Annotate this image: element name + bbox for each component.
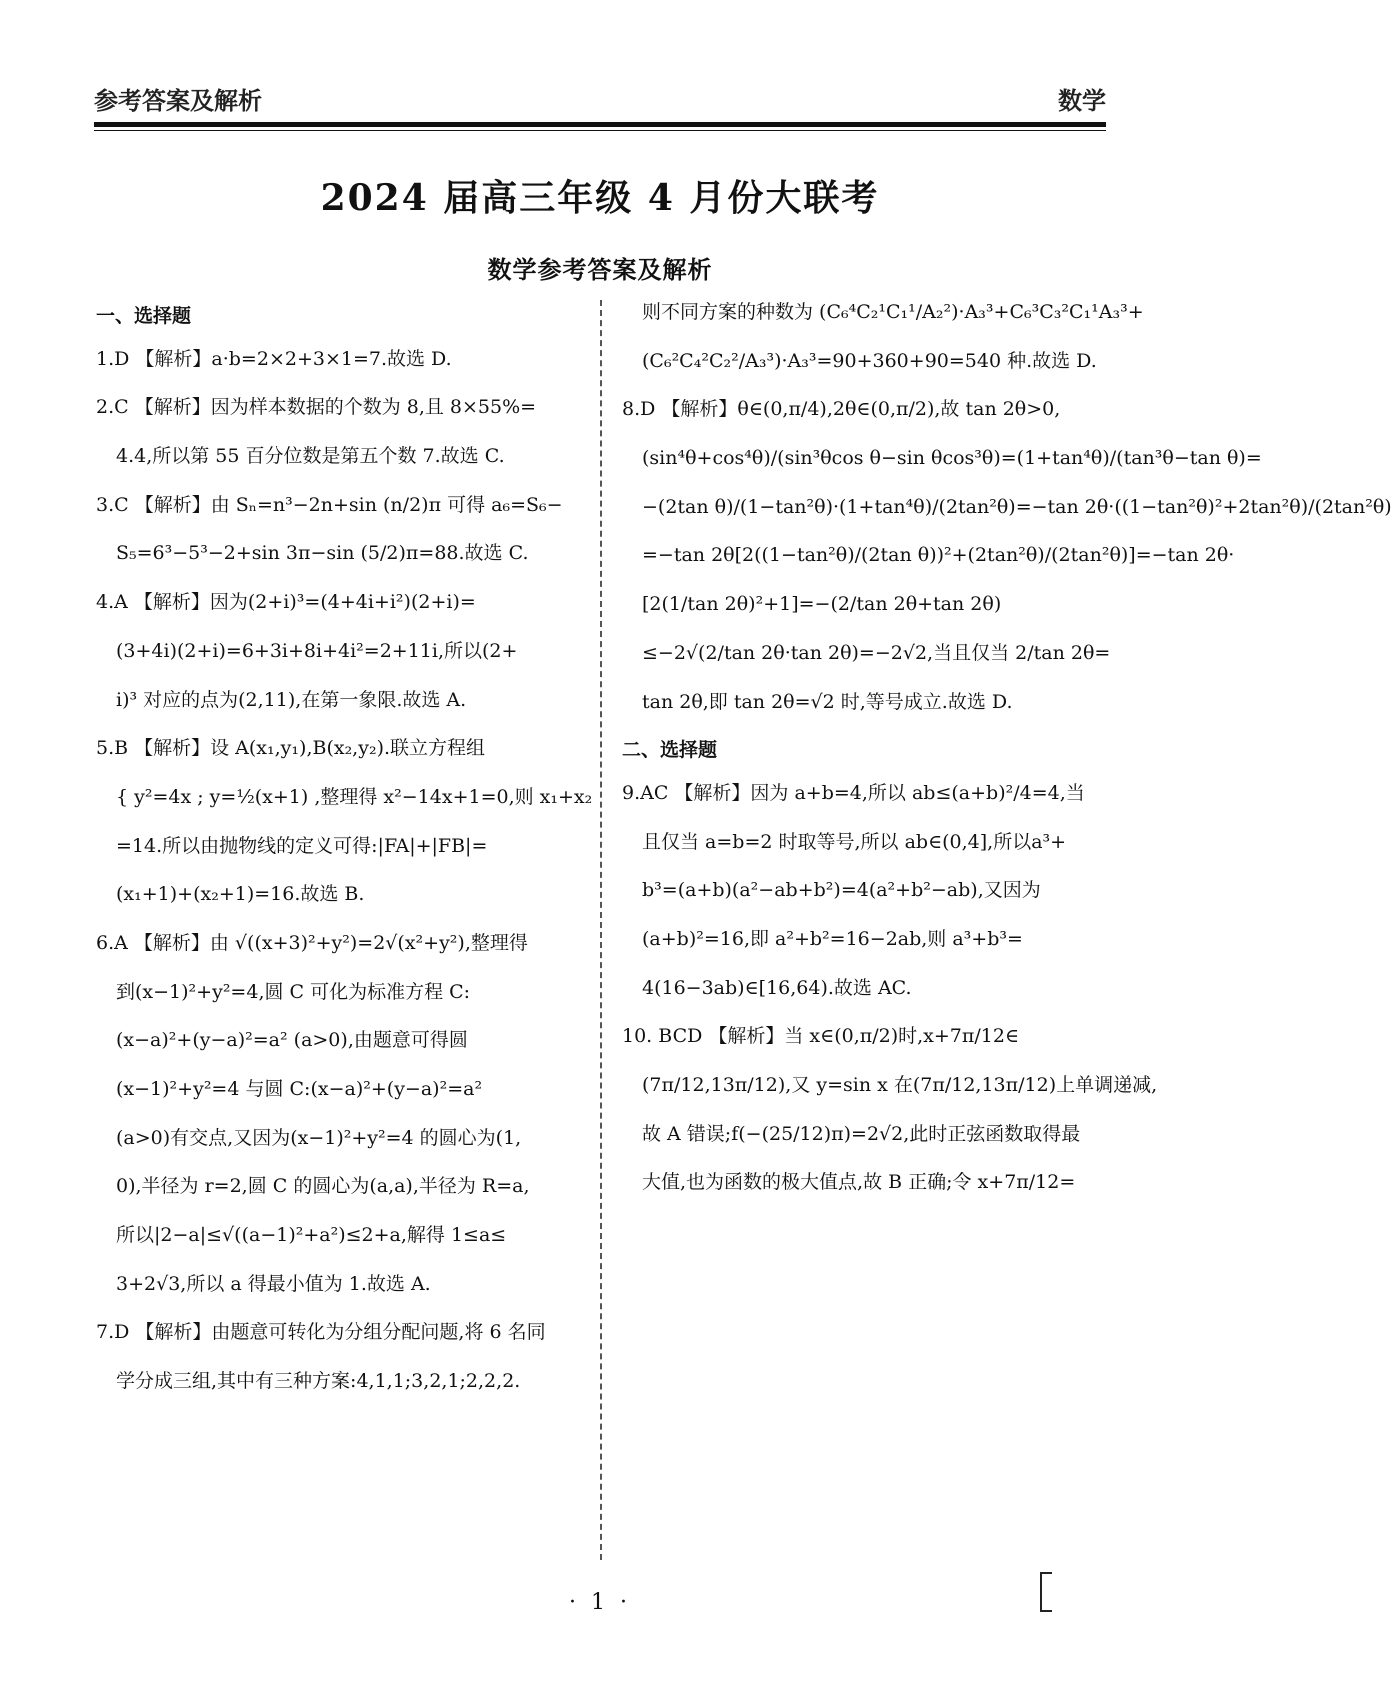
answer-line: tan 2θ,即 tan 2θ=√2 时,等号成立.故选 D. <box>642 690 1013 713</box>
answer-line: (x₁+1)+(x₂+1)=16.故选 B. <box>116 883 365 906</box>
header-rule-thin <box>94 130 1106 131</box>
answer-line: { y²=4x ; y=½(x+1) ,整理得 x²−14x+1=0,则 x₁+x₂ <box>116 785 593 808</box>
header-rule-thick <box>94 122 1106 127</box>
column-divider <box>600 300 602 1560</box>
page-number: · 1 · <box>569 1590 631 1615</box>
answer-line: 9.AC 【解析】因为 a+b=4,所以 ab≤(a+b)²/4=4,当 <box>622 781 1085 804</box>
section-heading: 二、选择题 <box>622 739 718 762</box>
answer-line: 所以|2−a|≤√((a−1)²+a²)≤2+a,解得 1≤a≤ <box>116 1224 507 1247</box>
page-title: 2024 届高三年级 4 月份大联考 <box>320 177 880 219</box>
page-header <box>94 78 1106 118</box>
answer-line: b³=(a+b)(a²−ab+b²)=4(a²+b²−ab),又因为 <box>642 879 1041 902</box>
answer-line: =−tan 2θ[2((1−tan²θ)/(2tan θ))²+(2tan²θ)/(2tan²θ)]=−tan 2θ· <box>642 544 1235 567</box>
answer-line: (C₆²C₄²C₂²/A₃³)·A₃³=90+360+90=540 种.故选 D. <box>642 349 1097 372</box>
answer-line: 3+2√3,所以 a 得最小值为 1.故选 A. <box>116 1272 431 1295</box>
answer-line: (a+b)²=16,即 a²+b²=16−2ab,则 a³+b³= <box>642 927 1023 950</box>
answer-line: −(2tan θ)/(1−tan²θ)·(1+tan⁴θ)/(2tan²θ)=−tan 2θ·((1−tan²θ)²+2tan²θ)/(2tan²θ) <box>642 495 1392 518</box>
answer-line: 10. BCD 【解析】当 x∈(0,π/2)时,x+7π/12∈ <box>622 1025 1020 1048</box>
answer-line: [2(1/tan 2θ)²+1]=−(2/tan 2θ+tan 2θ) <box>642 593 1002 616</box>
answer-line: 大值,也为函数的极大值点,故 B 正确;令 x+7π/12= <box>642 1171 1076 1194</box>
answer-line: 到(x−1)²+y²=4,圆 C 可化为标准方程 C: <box>116 980 471 1003</box>
header-right: 数学 <box>1058 86 1106 115</box>
answer-line: 6.A 【解析】由 √((x+3)²+y²)=2√(x²+y²),整理得 <box>96 931 528 954</box>
answer-line: S₅=6³−5³−2+sin 3π−sin (5/2)π=88.故选 C. <box>116 542 529 565</box>
answer-line: i)³ 对应的点为(2,11),在第一象限.故选 A. <box>116 688 467 711</box>
answer-line: (3+4i)(2+i)=6+3i+8i+4i²=2+11i,所以(2+ <box>116 639 518 662</box>
answer-line: 2.C 【解析】因为样本数据的个数为 8,且 8×55%= <box>96 396 537 419</box>
answer-line: 4.A 【解析】因为(2+i)³=(4+4i+i²)(2+i)= <box>96 591 476 614</box>
corner-bracket-mark <box>1040 1572 1052 1612</box>
answer-line: 1.D 【解析】a·b=2×2+3×1=7.故选 D. <box>96 347 452 370</box>
answer-line: (x−a)²+(y−a)²=a² (a>0),由题意可得圆 <box>116 1029 468 1052</box>
answer-line: 且仅当 a=b=2 时取等号,所以 ab∈(0,4],所以a³+ <box>642 830 1067 853</box>
answer-line: 3.C 【解析】由 Sₙ=n³−2n+sin (n/2)π 可得 a₆=S₆− <box>96 493 563 516</box>
answer-line: (7π/12,13π/12),又 y=sin x 在(7π/12,13π/12)上单调递减, <box>642 1074 1158 1096</box>
answer-line: (a>0)有交点,又因为(x−1)²+y²=4 的圆心为(1, <box>116 1126 522 1149</box>
answer-line: 5.B 【解析】设 A(x₁,y₁),B(x₂,y₂).联立方程组 <box>96 737 486 760</box>
answer-line: (x−1)²+y²=4 与圆 C:(x−a)²+(y−a)²=a² <box>116 1078 483 1100</box>
answer-line: 8.D 【解析】θ∈(0,π/4),2θ∈(0,π/2),故 tan 2θ>0, <box>622 398 1061 421</box>
answer-line: ≤−2√(2/tan 2θ·tan 2θ)=−2√2,当且仅当 2/tan 2θ= <box>642 641 1111 664</box>
answer-line: 7.D 【解析】由题意可转化为分组分配问题,将 6 名同 <box>96 1321 546 1344</box>
answer-line: 则不同方案的种数为 (C₆⁴C₂¹C₁¹/A₂²)·A₃³+C₆³C₃²C₁¹A₃³+ <box>642 301 1144 323</box>
answer-line: =14.所以由抛物线的定义可得:|FA|+|FB|= <box>116 834 488 857</box>
left-column <box>96 300 593 1418</box>
header-left: 参考答案及解析 <box>94 86 262 115</box>
answer-line: (sin⁴θ+cos⁴θ)/(sin³θcos θ−sin θcos³θ)=(1+tan⁴θ)/(tan³θ−tan θ)= <box>642 447 1262 470</box>
page-subtitle: 数学参考答案及解析 <box>487 256 713 284</box>
answer-line: 4(16−3ab)∈[16,64).故选 AC. <box>642 976 912 999</box>
answer-line: 4.4,所以第 55 百分位数是第五个数 7.故选 C. <box>116 445 505 468</box>
answer-line: 学分成三组,其中有三种方案:4,1,1;3,2,1;2,2,2. <box>116 1370 521 1393</box>
section-heading: 一、选择题 <box>96 305 192 327</box>
right-column <box>622 300 1392 1219</box>
answer-line: 故 A 错误;f(−(25/12)π)=2√2,此时正弦函数取得最 <box>642 1122 1081 1145</box>
answer-line: 0),半径为 r=2,圆 C 的圆心为(a,a),半径为 R=a, <box>116 1175 530 1198</box>
